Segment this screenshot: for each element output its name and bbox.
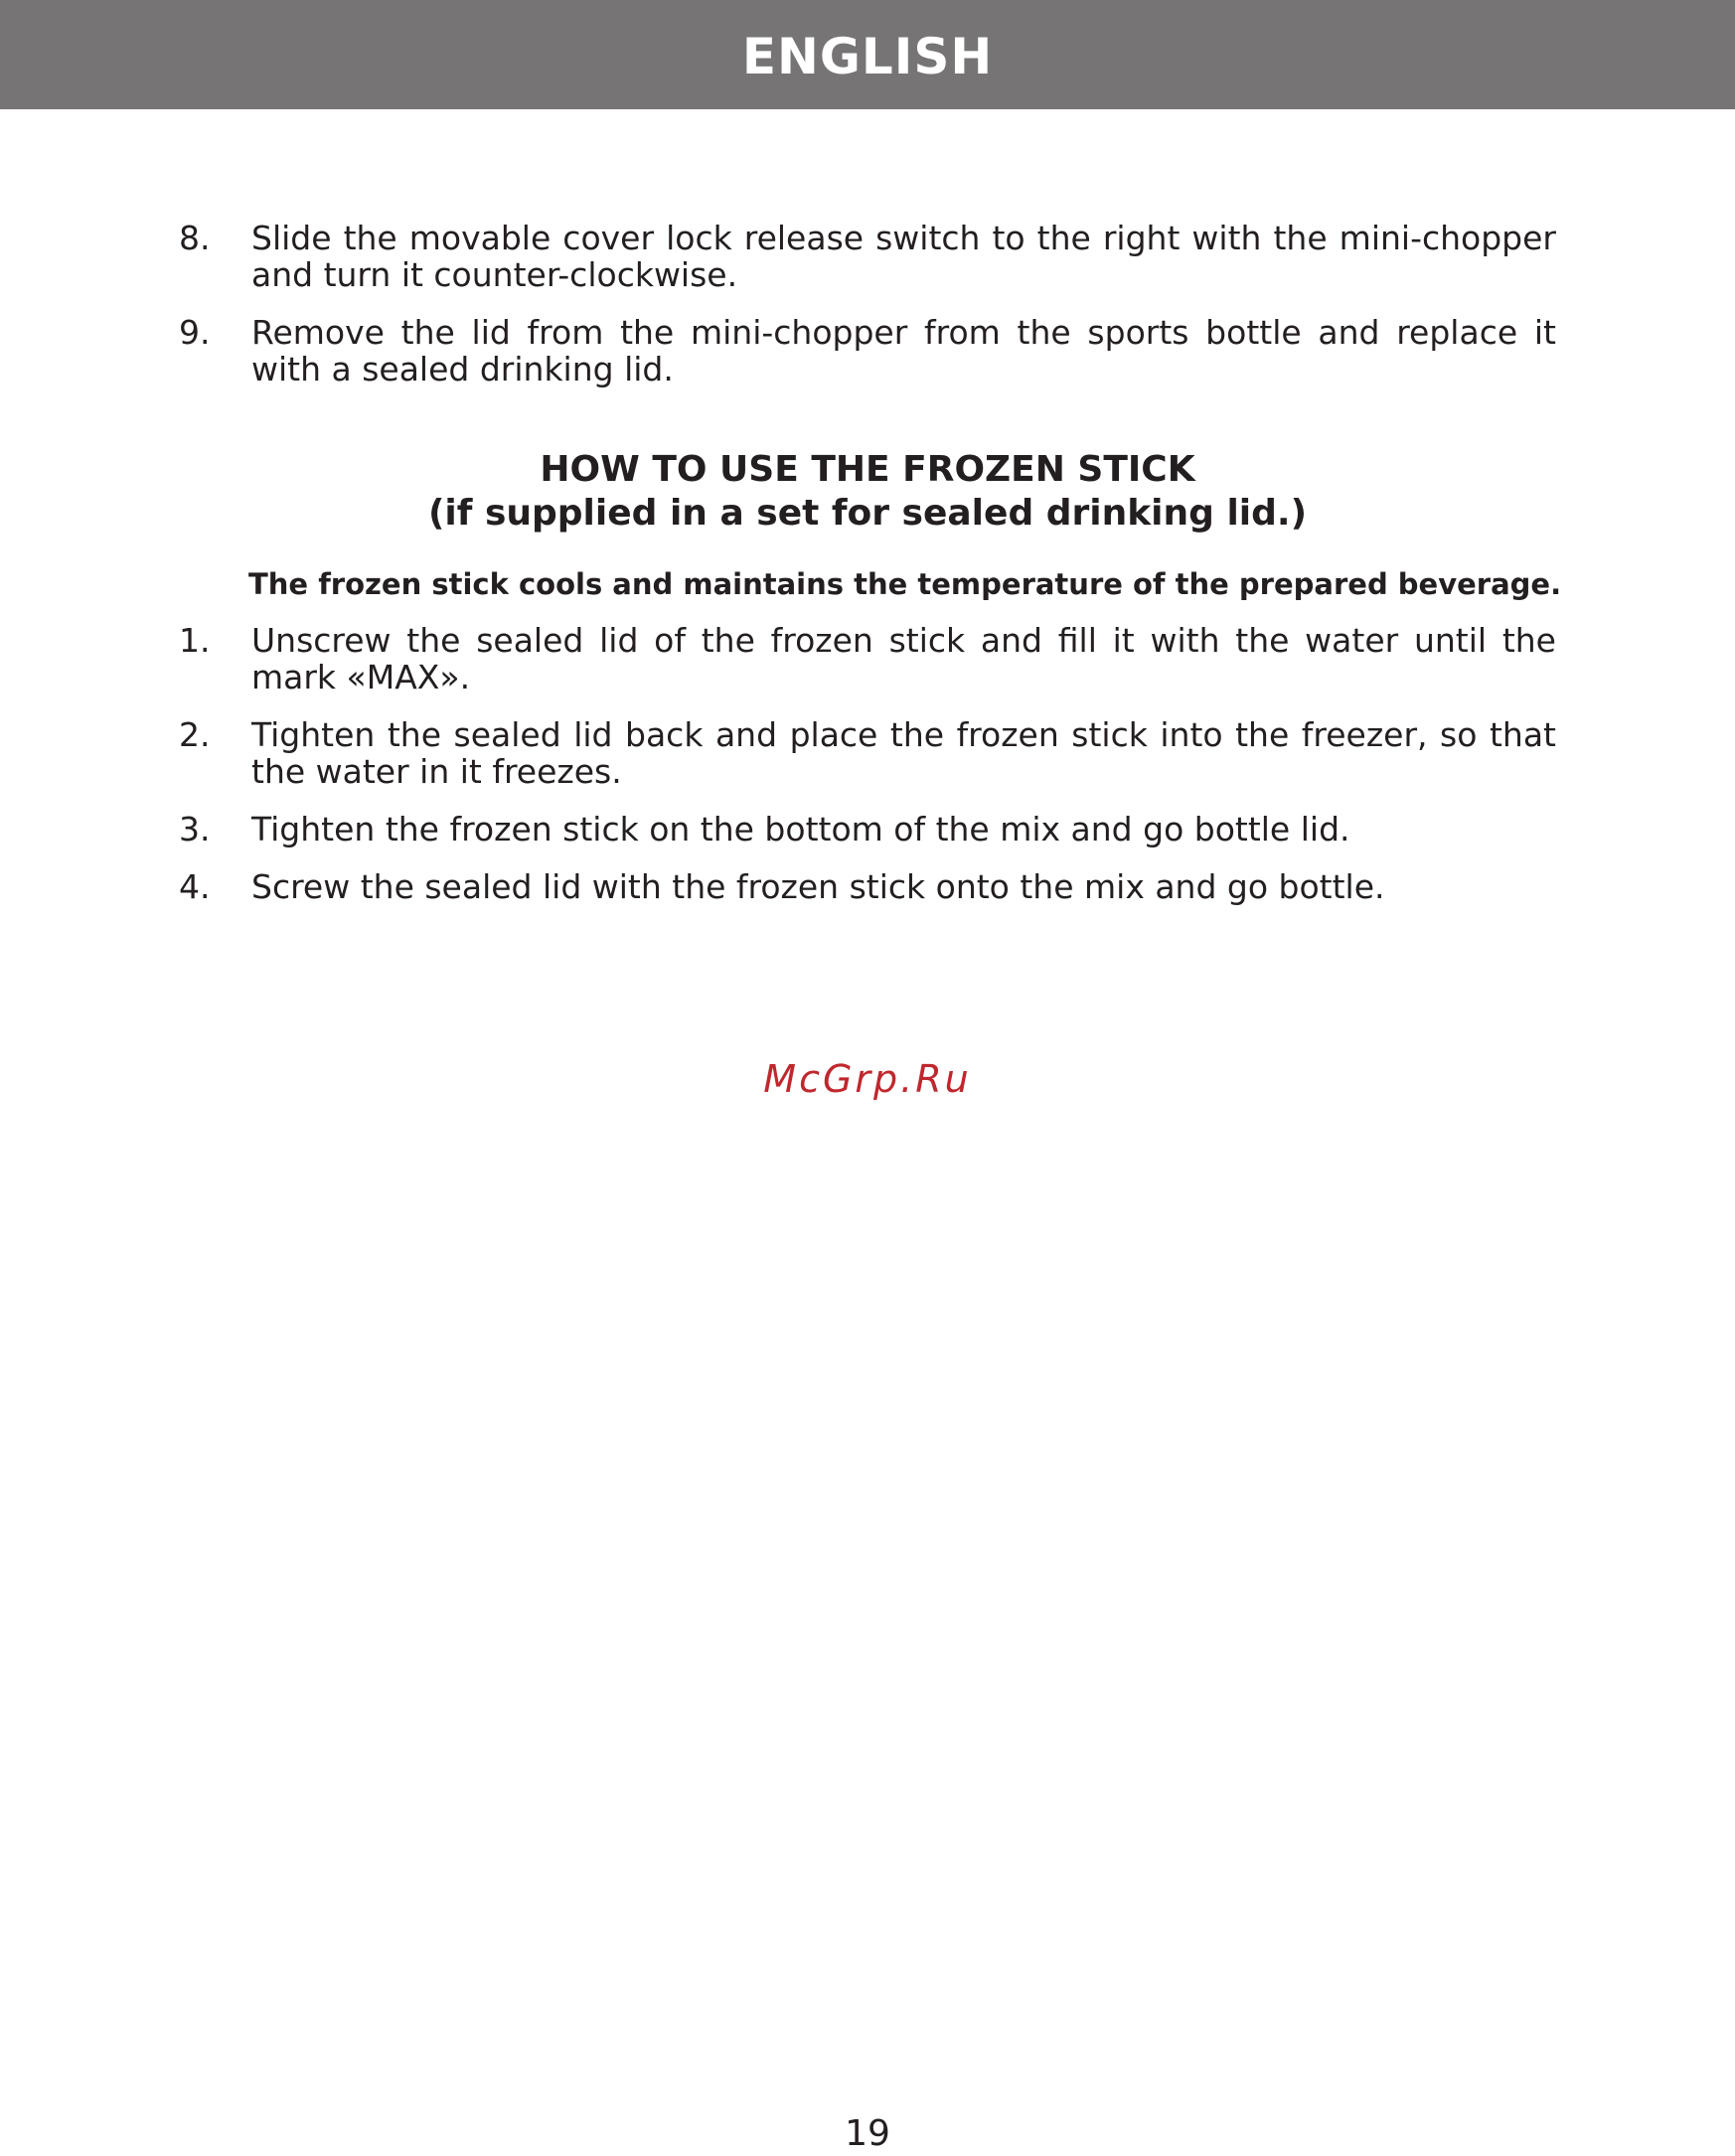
section-heading bbox=[0, 448, 1735, 536]
page-number: 19 bbox=[845, 2113, 890, 2154]
list-item-text: Remove the lid from the mini-chopper from the sports bottle and replace it with a sealed drinking lid. bbox=[251, 313, 1556, 388]
list-item-text: Unscrew the sealed lid of the frozen stick and fill it with the water until the mark «MAX». bbox=[251, 621, 1556, 696]
list-item-number: 9. bbox=[179, 313, 211, 352]
list-item-number: 3. bbox=[179, 810, 211, 848]
section-heading-line-2: (if supplied in a set for sealed drinking lid.) bbox=[427, 493, 1308, 534]
list-item-text: Tighten the sealed lid back and place the frozen stick into the freezer, so that the water in it freezes. bbox=[251, 715, 1556, 791]
list-item bbox=[179, 868, 1556, 905]
list-item bbox=[179, 220, 1556, 293]
list-item bbox=[179, 314, 1556, 387]
list-item-text: Screw the sealed lid with the frozen stick onto the mix and go bottle. bbox=[251, 867, 1385, 906]
list-item-number: 2. bbox=[179, 715, 211, 754]
section-heading-line-1: HOW TO USE THE FROZEN STICK bbox=[540, 449, 1195, 490]
steps-continued-list bbox=[179, 220, 1556, 408]
frozen-stick-steps-list bbox=[179, 622, 1556, 926]
list-item bbox=[179, 811, 1556, 847]
list-item bbox=[179, 622, 1556, 695]
watermark-text: McGrp.Ru bbox=[763, 1057, 972, 1101]
list-item-text: Slide the movable cover lock release switch to the right with the mini-chopper and turn it counter-clockwise. bbox=[251, 219, 1556, 294]
list-item bbox=[179, 716, 1556, 790]
list-item-number: 8. bbox=[179, 219, 211, 257]
list-item-number: 1. bbox=[179, 621, 211, 660]
list-item-text: Tighten the frozen stick on the bottom of the mix and go bottle lid. bbox=[251, 810, 1350, 848]
page-title: ENGLISH bbox=[741, 28, 994, 85]
list-item-number: 4. bbox=[179, 867, 211, 906]
section-intro: The frozen stick cools and maintains the temperature of the prepared beverage. bbox=[248, 567, 1562, 601]
header-bar bbox=[0, 0, 1735, 109]
